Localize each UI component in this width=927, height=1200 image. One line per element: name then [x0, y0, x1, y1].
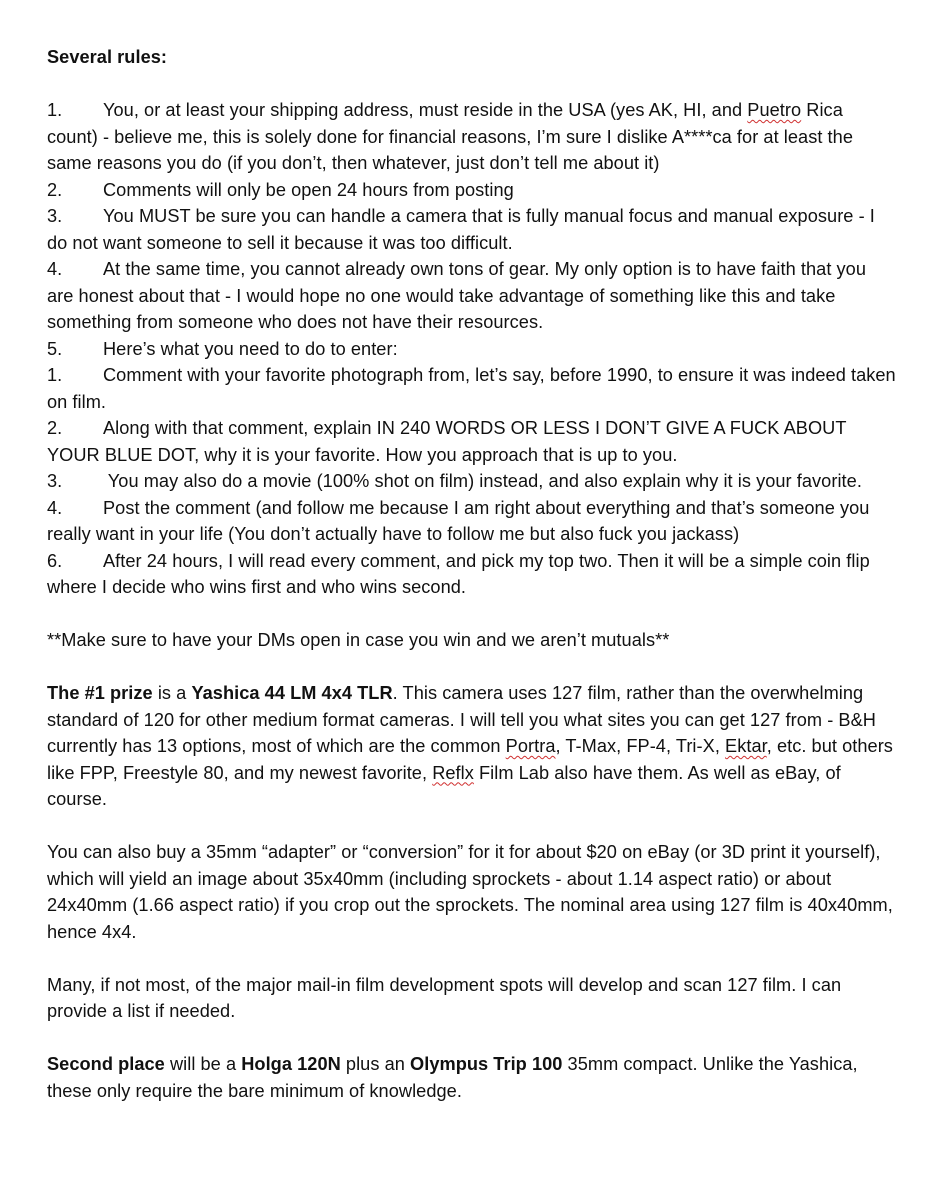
- spellcheck-word: Reflx: [432, 762, 474, 783]
- spacer: [47, 654, 897, 681]
- prize2-lead: Second place: [47, 1054, 165, 1074]
- prize1-camera-name: Yashica 44 LM 4x4 TLR: [191, 683, 393, 703]
- rule-item: [47, 256, 897, 336]
- rule-text: At the same time, you cannot already own tons of gear. My only option is to have faith that you are honest about that - I would hope no one would take advantage of something like this and take something from someone who does not have their resources.: [47, 259, 866, 332]
- entry-step-item: [47, 362, 897, 415]
- rule-text: Comments will only be open 24 hours from posting: [103, 179, 514, 200]
- entry-step-item: [47, 495, 897, 548]
- dm-note: **Make sure to have your DMs open in case you win and we aren’t mutuals**: [47, 630, 670, 650]
- rule-text: Along with that comment, explain IN 240 WORDS OR LESS I DON’T GIVE A FUCK ABOUT YOUR BLUE DOT, why it is your favorite. How you approach that is up to you.: [47, 418, 847, 465]
- rules-list: [47, 97, 897, 601]
- rule-number: 1.: [47, 100, 63, 120]
- prize1-text: , T-Max, FP-4, Tri-X,: [555, 736, 726, 756]
- spellcheck-word: Portra: [505, 736, 556, 756]
- rule-number: 2.: [47, 418, 63, 438]
- prize2-camera-1: Holga 120N: [241, 1054, 341, 1074]
- mailin-paragraph: Many, if not most, of the major mail-in film development spots will develop and scan 127 film. I can provide a list if needed.: [47, 974, 842, 1021]
- document-body: [47, 44, 897, 1104]
- rule-number: 3.: [47, 471, 63, 491]
- rule-number: 4.: [47, 497, 63, 518]
- rule-text-part: Rica count) - believe me, this is solely done for financial reasons, I’m sure I dislike A****ca for at least the same reasons you do (if you don’t, then whatever, just don’t tell me about it): [47, 100, 853, 173]
- prize1-text: . This camera uses 127 film, rather than the overwhelming standard of 120 for other medium format cameras. I will tell you what sites you can get 127 from - B&H currently has 13 options, most of which are the common: [47, 683, 876, 756]
- spacer: [47, 813, 897, 840]
- rule-item: [47, 203, 897, 256]
- adapter-paragraph: You can also buy a 35mm “adapter” or “conversion” for it for about $20 on eBay (or 3D print it yourself), which will yield an image about 35x40mm (including sprockets - about 1.14 aspect ratio) or about 24x40mm (1.66 aspect ratio) if you crop out the sprockets. The nominal area using 127 film is 40x40mm, hence 4x4.: [47, 842, 893, 942]
- entry-step-item: [47, 468, 897, 495]
- rule-number: 4.: [47, 259, 63, 279]
- spacer: [47, 601, 897, 628]
- rule-text-part: You, or at least your shipping address, must reside in the USA (yes AK, HI, and: [103, 100, 748, 120]
- prize2-text: will be a: [164, 1054, 242, 1074]
- entry-step-item: [47, 415, 897, 468]
- rule-text: You may also do a movie (100% shot on film) instead, and also explain why it is your favorite.: [103, 471, 862, 491]
- rules-heading: Several rules:: [47, 47, 168, 67]
- prize1-text: is a: [152, 683, 192, 703]
- prize1-paragraph: [47, 680, 897, 813]
- rule-item: [47, 336, 897, 363]
- prize2-paragraph: [47, 1051, 897, 1104]
- rule-text: After 24 hours, I will read every comment, and pick my top two. Then it will be a simple coin flip where I decide who wins first and who wins second.: [47, 550, 870, 597]
- rule-number: 6.: [47, 550, 63, 571]
- rule-number: 3.: [47, 206, 63, 226]
- prize2-camera-2: Olympus Trip 100: [410, 1054, 563, 1074]
- prize2-text: plus an: [340, 1054, 411, 1074]
- spacer: [47, 945, 897, 972]
- rule-text: Post the comment (and follow me because I am right about everything and that’s someone you really want in your life (You don’t actually have to follow me but also fuck you jackass): [47, 497, 870, 544]
- rule-text: Comment with your favorite photograph from, let’s say, before 1990, to ensure it was indeed taken on film.: [47, 365, 896, 412]
- prize1-text: , etc. but others like FPP, Freestyle 80, and my newest favorite,: [47, 736, 893, 783]
- prize2-text: 35mm compact. Unlike the Yashica, these only require the bare minimum of knowledge.: [47, 1054, 858, 1101]
- prize1-text: Film Lab also have them. As well as eBay, of course.: [47, 762, 841, 809]
- prize1-lead: The #1 prize: [47, 683, 153, 703]
- spacer: [47, 1025, 897, 1052]
- rule-item: [47, 177, 897, 204]
- rule-text: Here’s what you need to do to enter:: [103, 338, 398, 359]
- rule-number: 2.: [47, 179, 63, 200]
- spellcheck-word: Puetro: [747, 100, 802, 120]
- spellcheck-word: Ektar: [725, 736, 767, 756]
- rule-number: 1.: [47, 365, 63, 385]
- rule-item: [47, 548, 897, 601]
- rule-item: [47, 97, 897, 177]
- rule-text: You MUST be sure you can handle a camera that is fully manual focus and manual exposure - I do not want someone to sell it because it was too difficult.: [47, 206, 875, 253]
- rule-number: 5.: [47, 338, 63, 359]
